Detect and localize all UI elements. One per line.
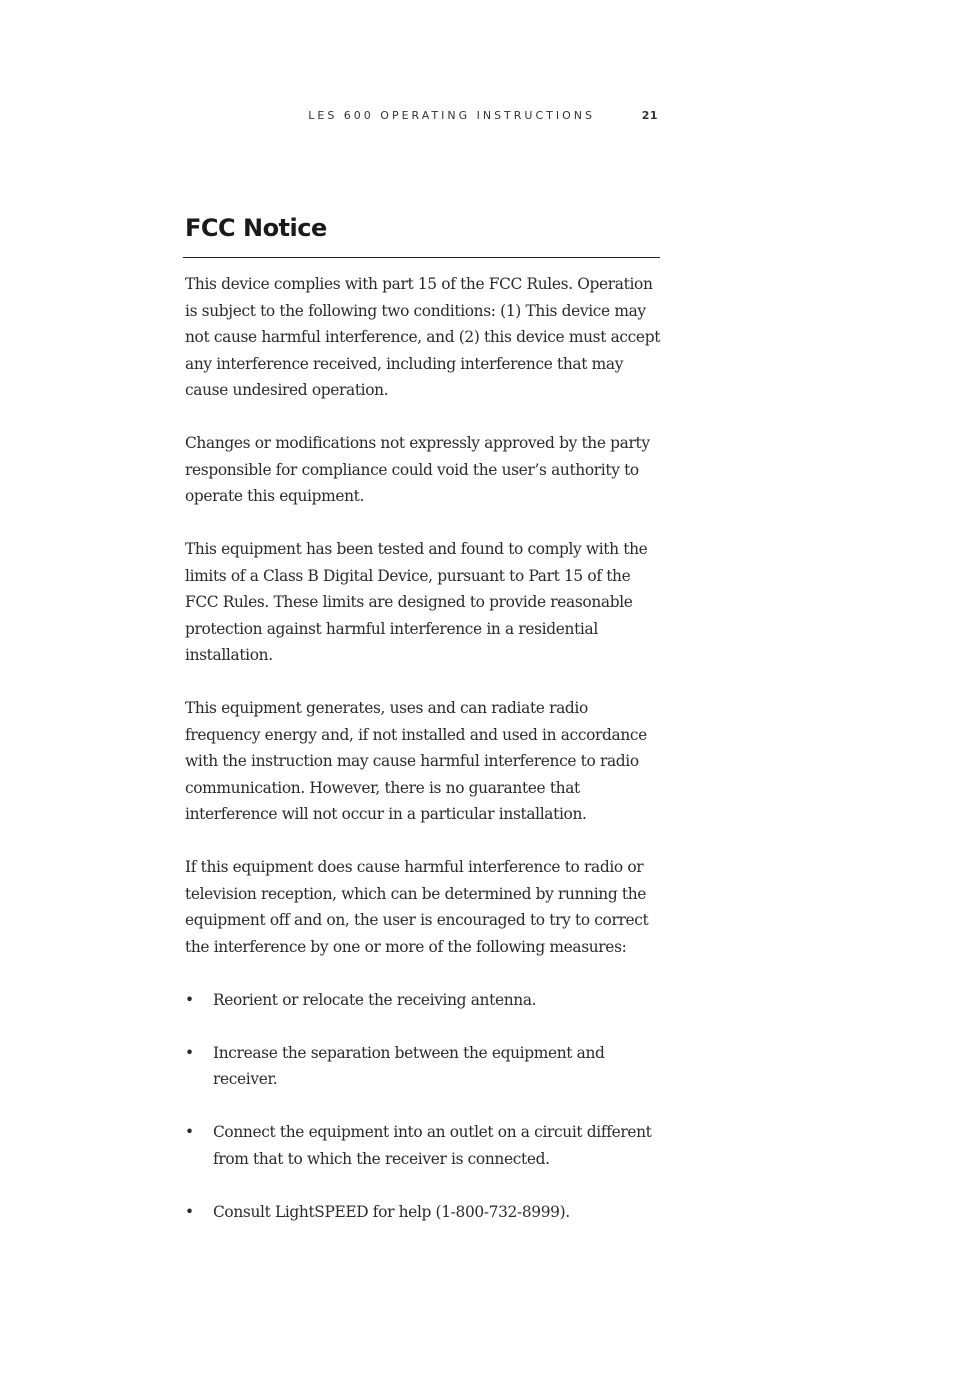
running-header <box>185 109 659 125</box>
list-item <box>185 1199 663 1226</box>
bullet-icon: • <box>185 1123 194 1141</box>
bullet-icon: • <box>185 1043 194 1062</box>
paragraph-class-b: This equipment has been tested and found to comply with the limits of a Class B Digital Device, pursuant to Part 15 of the FCC Rules. These limits are designed to provide reasonable protection against harmful interference in a residential installation. <box>185 540 648 664</box>
bullet-icon: • <box>185 990 194 1009</box>
bullet-icon: • <box>185 1202 194 1221</box>
section-title: FCC Notice <box>185 214 327 242</box>
list-item-text: Increase the separation between the equipment and receiver. <box>213 1043 605 1088</box>
running-header-title: LES 600 OPERATING INSTRUCTIONS <box>308 109 595 122</box>
list-item <box>185 1040 663 1093</box>
body-text <box>185 271 663 1252</box>
list-item-text: Consult LightSPEED for help (1-800-732-8999). <box>213 1202 570 1221</box>
list-item-text: Reorient or relocate the receiving antenna. <box>213 990 537 1009</box>
heading-rule <box>183 257 660 258</box>
measures-list <box>185 987 663 1226</box>
list-item-text: Connect the equipment into an outlet on a circuit different from that to which the receiver is connected. <box>213 1123 652 1168</box>
paragraph-measures-intro: If this equipment does cause harmful interference to radio or television reception, which can be determined by running the equipment off and on, the user is encouraged to try to correct the interference by one or more of the following measures: <box>185 858 649 956</box>
page-number: 21 <box>641 109 658 122</box>
list-item <box>185 987 663 1014</box>
paragraph-compliance: This device complies with part 15 of the FCC Rules. Operation is subject to the following two conditions: (1) This device may not cause harmful interference, and (2) this device must accept any interference received, including interference that may cause undesired operation. <box>185 275 661 399</box>
paragraph-modifications: Changes or modifications not expressly approved by the party responsible for compliance could void the user’s authority to operate this equipment. <box>185 434 650 505</box>
list-item <box>185 1119 663 1172</box>
paragraph-radio-frequency: This equipment generates, uses and can radiate radio frequency energy and, if not installed and used in accordance with the instruction may cause harmful interference to radio communication. However, there is no guarantee that interference will not occur in a particular installation. <box>185 699 647 823</box>
